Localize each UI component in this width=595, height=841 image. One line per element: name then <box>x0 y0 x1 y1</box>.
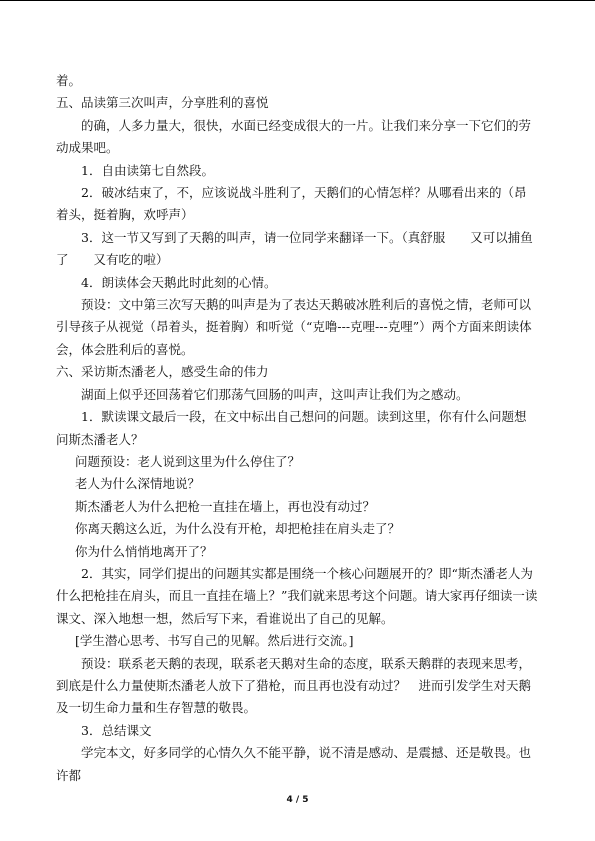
list-item: 2．破冰结束了，不，应该说战斗胜利了，天鹅们的心情怎样？从哪看出来的（昂着头，挺着胸，欢呼声） <box>56 185 527 223</box>
document-body <box>56 70 538 787</box>
list-item: 老人为什么深情地说？ <box>75 476 201 492</box>
paragraph: 湖面上似乎还回荡着它们那荡气回肠的叫声，这叫声让我们为之感动。 <box>81 386 469 402</box>
paragraph: 学完本文，好多同学的心情久久不能平静，说不清是感动、是震撼、还是敬畏。也许都 <box>56 745 532 783</box>
section-heading: 五、品读第三次叫声，分享胜利的喜悦 <box>56 95 269 111</box>
list-item: 你离天鹅这么近，为什么没有开枪，却把枪挂在肩头走了？ <box>75 521 401 537</box>
header-rule <box>0 0 595 1</box>
list-item: 斯杰潘老人为什么把枪一直挂在墙上，再也没有动过？ <box>75 498 376 514</box>
paragraph: 预设：联系老天鹅的表现，联系老天鹅对生命的态度，联系天鹅群的表现来思考，到底是什么力量使斯杰潘老人放下了猎枪，而且再也没有动过？ 进而引发学生对天鹅及一切生命力量和生存智慧的敬畏。 <box>56 655 532 716</box>
list-item: 你为什么悄悄地离开了？ <box>75 543 213 559</box>
paragraph: 着。 <box>56 73 82 88</box>
list-item: 1．默读课文最后一段，在文中标出自己想问的问题。读到这里，你有什么问题想问斯杰潘老人？ <box>56 409 527 447</box>
page-number: 4 / 5 <box>286 795 309 805</box>
paragraph: 预设：文中第三次写天鹅的叫声是为了表达天鹅破冰胜利后的喜悦之情，老师可以引导孩子从视觉（昂着头，挺着胸）和听觉（“克噜---克哩---克哩”）两个方面来朗读体会，体会胜利后的喜悦。 <box>56 297 532 357</box>
list-item: 3．这一节又写到了天鹅的叫声，请一位同学来翻译一下。（真舒服 又可以捕鱼了 又有吃的啦） <box>56 229 533 268</box>
list-item: 4．朗读体会天鹅此时此刻的心情。 <box>81 274 277 290</box>
list-item: 问题预设：老人说到这里为什么停住了？ <box>75 453 301 469</box>
paragraph: 的确，人多力量大，很快，水面已经变成很大的一片。让我们来分享一下它们的劳动成果吧。 <box>56 117 532 156</box>
paragraph: [学生潜心思考、书写自己的见解。然后进行交流。] <box>75 633 354 649</box>
section-heading: 六、采访斯杰潘老人，感受生命的伟力 <box>56 364 269 380</box>
list-item: 1．自由读第七自然段。 <box>81 162 214 178</box>
list-item: 3．总结课文 <box>81 722 152 738</box>
list-item: 2．其实，同学们提出的问题其实都是围绕一个核心问题展开的？即“斯杰潘老人为什么把枪挂在肩头，而且一直挂在墙上？”我们就来思考这个问题。请大家再仔细读一读课文、深入地想一想，然后写下来，看谁说出了自己的见解。 <box>56 565 538 626</box>
